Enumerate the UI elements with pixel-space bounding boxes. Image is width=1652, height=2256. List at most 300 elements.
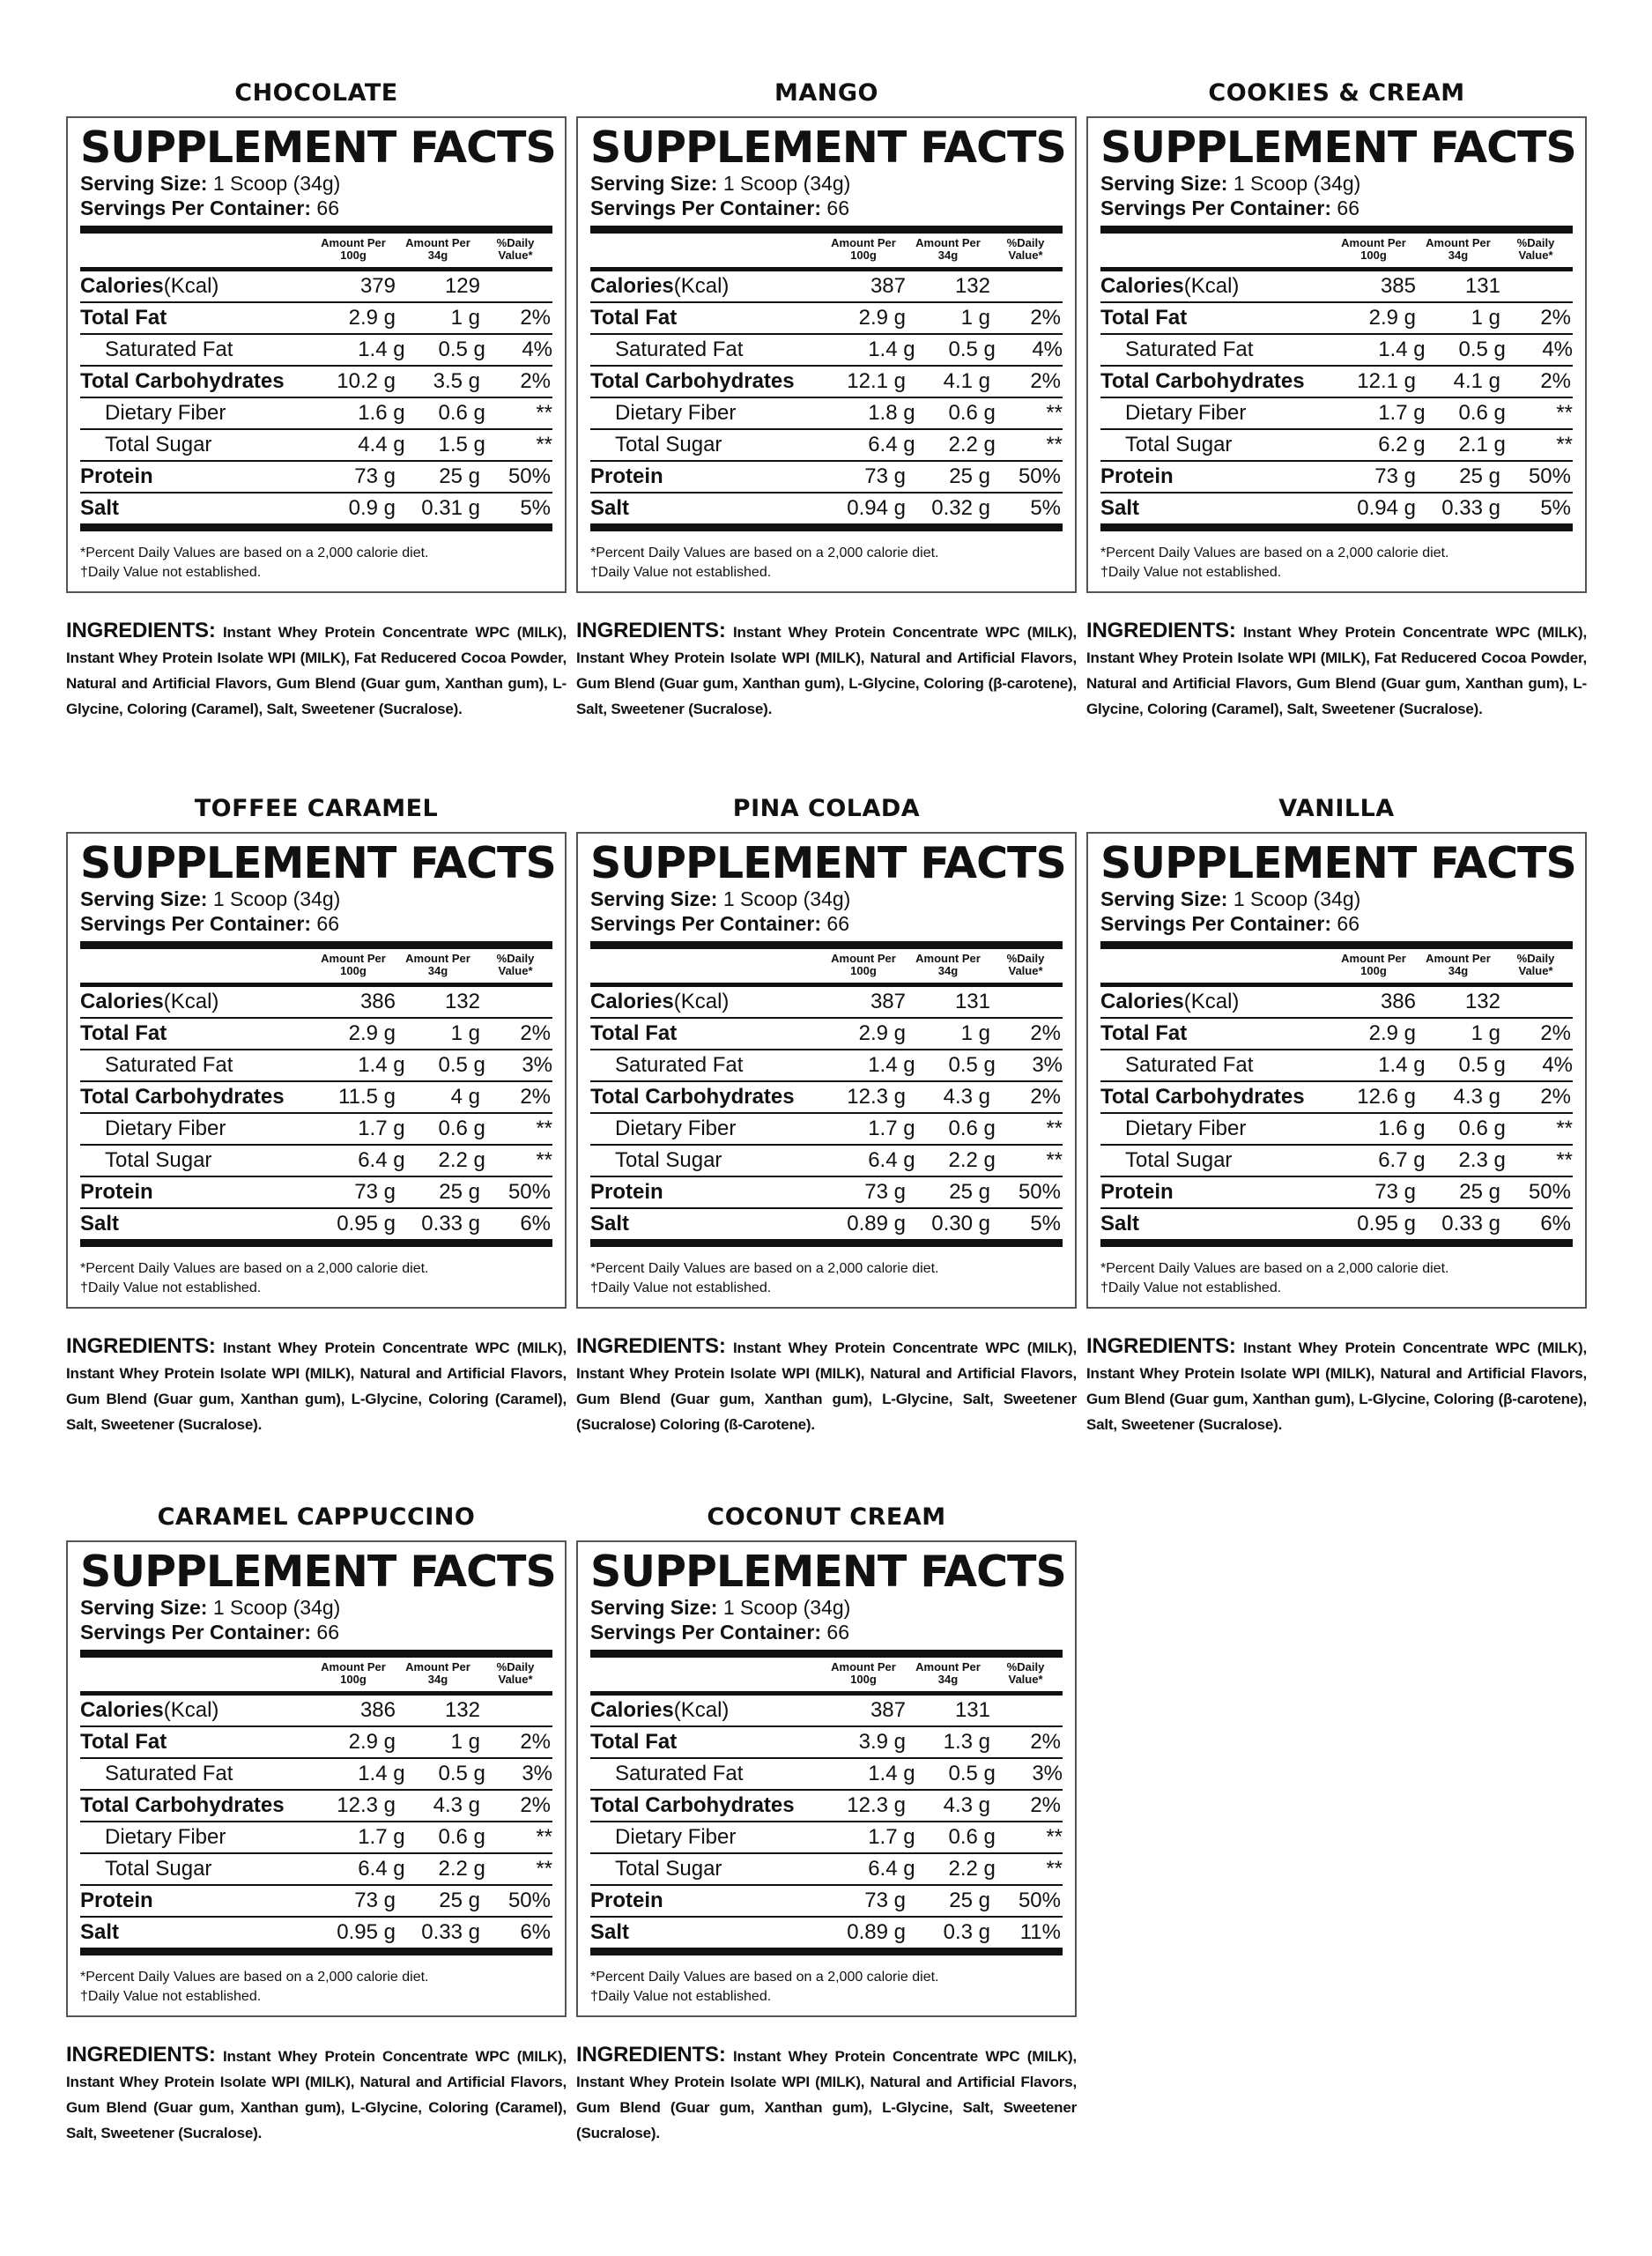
- table-header: [1100, 949, 1573, 987]
- row-protein: [590, 462, 1063, 494]
- value-100g: 0.94 g: [1357, 496, 1416, 520]
- nutrition-table: [80, 949, 552, 1247]
- value-dv: 2%: [1540, 306, 1571, 330]
- value-100g: 73 g: [864, 1180, 906, 1204]
- ingredients-label: INGREDIENTS:: [66, 1334, 216, 1358]
- nutrient-label: Protein: [590, 1889, 663, 1912]
- calories-label: Calories: [80, 274, 164, 298]
- value-dv: 2%: [1030, 306, 1061, 330]
- divider-thick: [590, 1650, 1063, 1658]
- value-dv: **: [1046, 1117, 1063, 1140]
- nutrient-label: [1100, 987, 1331, 1017]
- value-34g: 0.5 g: [438, 1762, 485, 1785]
- header-spacer: [80, 1661, 311, 1686]
- value-100g: 1.7 g: [868, 1825, 915, 1849]
- value-100g: 1.6 g: [358, 401, 405, 425]
- serving-size-label: Serving Size:: [1100, 887, 1228, 910]
- flavor-title: COOKIES & CREAM: [1208, 79, 1465, 107]
- servings-per-container: [1100, 911, 1573, 936]
- table-header: [80, 949, 552, 987]
- row-calories: [80, 987, 552, 1019]
- row-saturated-fat: [590, 335, 1063, 367]
- value-100g: 1.4 g: [868, 338, 915, 361]
- ingredients-text: [66, 618, 567, 722]
- value-dv: **: [1046, 1857, 1063, 1881]
- panel-title: SUPPLEMENT FACTS: [80, 838, 556, 888]
- value-dv: 2%: [1540, 369, 1571, 393]
- row-total-fat: [80, 303, 552, 335]
- value-dv: 3%: [1032, 1053, 1063, 1077]
- header-100g: Amount Per 100g: [321, 236, 386, 262]
- value-34g: 132: [444, 990, 480, 1013]
- value-100g: 0.94 g: [847, 496, 906, 520]
- value-dv: 50%: [507, 464, 551, 488]
- value-34g: 4.3 g: [943, 1793, 990, 1817]
- value-100g: 386: [359, 1698, 396, 1722]
- supplement-facts-panel: [66, 1540, 567, 2017]
- footnotes: [1100, 1259, 1573, 1298]
- value-dv: [480, 271, 551, 301]
- servings-label: Servings Per Container:: [80, 1621, 312, 1644]
- header-34g: Amount Per 34g: [915, 1660, 981, 1686]
- footnote-not-established: †Daily Value not established.: [590, 565, 772, 580]
- value-34g: 0.6 g: [438, 1825, 485, 1849]
- header-spacer: [590, 237, 821, 262]
- value-100g: 73 g: [354, 464, 396, 488]
- value-34g: 0.6 g: [948, 1825, 996, 1849]
- value-100g: 73 g: [864, 1889, 906, 1912]
- serving-size-value: 1 Scoop (34g): [207, 172, 341, 195]
- value-100g: 4.4 g: [358, 433, 405, 456]
- nutrition-table: [1100, 234, 1573, 531]
- value-34g: 0.5 g: [948, 1053, 996, 1077]
- value-34g: 2.2 g: [438, 1857, 485, 1881]
- value-34g: 2.2 g: [948, 1148, 996, 1172]
- calories-unit: (Kcal): [1183, 990, 1240, 1013]
- flavor-panel: [1086, 78, 1587, 722]
- row-saturated-fat: [590, 1050, 1063, 1082]
- value-dv: **: [1556, 433, 1574, 456]
- row-salt: [590, 1918, 1063, 1955]
- value-34g: 0.6 g: [438, 401, 485, 425]
- value-34g: 0.6 g: [1458, 1117, 1506, 1140]
- footnote-not-established: †Daily Value not established.: [590, 1989, 772, 2004]
- value-100g: 12.1 g: [847, 369, 906, 393]
- footnotes: [80, 1968, 552, 2007]
- ingredients-text: [576, 1333, 1077, 1437]
- flavor-panel: [1086, 793, 1587, 1437]
- nutrient-label: Salt: [80, 1920, 120, 1944]
- value-dv: 3%: [522, 1053, 553, 1077]
- value-dv: [480, 987, 551, 1017]
- ingredients-text: [576, 618, 1077, 722]
- row-salt: [80, 1209, 552, 1247]
- row-calories: [1100, 987, 1573, 1019]
- footnotes: [590, 1968, 1063, 2007]
- value-dv: 2%: [1030, 1730, 1061, 1754]
- ingredients-label: INGREDIENTS:: [66, 2043, 216, 2067]
- value-34g: 0.33 g: [421, 1212, 480, 1236]
- value-dv: [990, 271, 1061, 301]
- value-100g: 2.9 g: [348, 1730, 396, 1754]
- row-total-sugar: [1100, 1146, 1573, 1177]
- value-100g: 73 g: [864, 464, 906, 488]
- servings-value: 66: [821, 197, 850, 219]
- row-saturated-fat: [1100, 335, 1573, 367]
- supplement-facts-panel: [576, 832, 1077, 1309]
- supplement-facts-panel: [66, 832, 567, 1309]
- panel-title: SUPPLEMENT FACTS: [1100, 838, 1576, 888]
- value-100g: 1.8 g: [868, 401, 915, 425]
- header-spacer: [80, 237, 311, 262]
- supplement-facts-panel: [576, 116, 1077, 593]
- row-saturated-fat: [80, 335, 552, 367]
- footnotes: [80, 1259, 552, 1298]
- header-daily-value: %Daily Value*: [1006, 236, 1045, 262]
- footnote-daily-values: *Percent Daily Values are based on a 2,000 calorie diet.: [80, 1970, 429, 1985]
- value-100g: 12.6 g: [1357, 1085, 1416, 1109]
- nutrient-label: Saturated Fat: [105, 338, 233, 361]
- row-saturated-fat: [80, 1050, 552, 1082]
- row-total-sugar: [590, 1146, 1063, 1177]
- ingredients-text: [1086, 1333, 1587, 1437]
- value-100g: 1.4 g: [358, 1053, 405, 1077]
- value-100g: 10.2 g: [337, 369, 396, 393]
- value-100g: 73 g: [1374, 464, 1416, 488]
- header-100g: Amount Per 100g: [1341, 236, 1406, 262]
- header-34g: Amount Per 34g: [405, 1660, 470, 1686]
- row-total-sugar: [1100, 430, 1573, 462]
- row-total-carbohydrates: [1100, 367, 1573, 398]
- calories-label: Calories: [590, 274, 674, 298]
- nutrient-label: Salt: [590, 1212, 630, 1236]
- value-34g: 2.2 g: [948, 1857, 996, 1881]
- row-total-fat: [80, 1019, 552, 1050]
- row-total-fat: [1100, 1019, 1573, 1050]
- value-dv: 4%: [1542, 1053, 1574, 1077]
- value-34g: 0.3 g: [943, 1920, 990, 1944]
- nutrition-table: [1100, 949, 1573, 1247]
- calories-unit: (Kcal): [1183, 274, 1240, 298]
- panel-title: SUPPLEMENT FACTS: [590, 122, 1066, 173]
- nutrient-label: Protein: [1100, 464, 1174, 488]
- header-100g: Amount Per 100g: [321, 952, 386, 977]
- nutrient-label: Saturated Fat: [615, 338, 744, 361]
- nutrient-label: Protein: [80, 1889, 153, 1912]
- nutrient-label: Total Sugar: [615, 433, 722, 456]
- ingredients-label: INGREDIENTS:: [1086, 619, 1236, 642]
- value-34g: 0.33 g: [421, 1920, 480, 1944]
- serving-size: [80, 1595, 552, 1620]
- ingredients-label: INGREDIENTS:: [1086, 1334, 1236, 1358]
- value-dv: **: [536, 1825, 553, 1849]
- value-34g: 2.2 g: [948, 433, 996, 456]
- row-salt: [80, 1918, 552, 1955]
- value-dv: 5%: [520, 496, 551, 520]
- value-dv: **: [1556, 1117, 1574, 1140]
- value-34g: 1 g: [1471, 1021, 1500, 1045]
- nutrient-label: Saturated Fat: [1125, 338, 1254, 361]
- nutrient-label: Saturated Fat: [1125, 1053, 1254, 1077]
- footnotes: [80, 544, 552, 583]
- header-spacer: [80, 953, 311, 977]
- value-100g: 1.7 g: [358, 1117, 405, 1140]
- nutrient-label: [1100, 271, 1331, 301]
- value-100g: 0.89 g: [847, 1212, 906, 1236]
- ingredients-list: Instant Whey Protein Concentrate WPC (MILK), Instant Whey Protein Isolate WPI (MILK), Natural and Artificial Flavors, Gum Blend (Guar gum, Xanthan gum), L-Glycine, Coloring (Caramel), Salt, Sweetener (Sucralose).: [66, 1340, 567, 1433]
- nutrient-label: Dietary Fiber: [1125, 1117, 1247, 1140]
- value-dv: 50%: [1528, 1180, 1571, 1204]
- nutrient-label: Total Sugar: [615, 1857, 722, 1881]
- value-dv: [990, 987, 1061, 1017]
- row-total-sugar: [80, 1146, 552, 1177]
- header-34g: Amount Per 34g: [915, 952, 981, 977]
- header-daily-value: %Daily Value*: [1006, 1660, 1045, 1686]
- row-total-sugar: [590, 1854, 1063, 1886]
- value-34g: 25 g: [439, 1889, 480, 1912]
- row-calories: [590, 987, 1063, 1019]
- flavor-title: COCONUT CREAM: [707, 1503, 946, 1531]
- ingredients-text: [66, 2042, 567, 2146]
- nutrient-label: Total Fat: [1100, 306, 1188, 330]
- footnote-daily-values: *Percent Daily Values are based on a 2,000 calorie diet.: [1100, 545, 1449, 560]
- value-34g: 4.3 g: [943, 1085, 990, 1109]
- value-100g: 1.4 g: [1378, 1053, 1426, 1077]
- nutrient-label: Total Sugar: [105, 1148, 212, 1172]
- value-100g: 379: [359, 274, 396, 298]
- value-dv: 50%: [1018, 1180, 1061, 1204]
- value-100g: 2.9 g: [858, 1021, 906, 1045]
- panel-title: SUPPLEMENT FACTS: [1100, 122, 1576, 173]
- value-34g: 25 g: [949, 464, 990, 488]
- nutrient-label: Dietary Fiber: [105, 1825, 226, 1849]
- header-daily-value: %Daily Value*: [1516, 952, 1555, 977]
- value-100g: 0.95 g: [337, 1920, 396, 1944]
- serving-size-value: 1 Scoop (34g): [1227, 887, 1361, 910]
- nutrient-label: [80, 1696, 311, 1725]
- row-calories: [590, 1696, 1063, 1727]
- divider-thick: [80, 1650, 552, 1658]
- calories-unit: (Kcal): [163, 274, 219, 298]
- nutrient-label: Total Carbohydrates: [1100, 1085, 1305, 1109]
- value-dv: **: [1556, 1148, 1574, 1172]
- value-34g: 4.1 g: [1453, 369, 1500, 393]
- row-salt: [1100, 494, 1573, 531]
- value-100g: 73 g: [1374, 1180, 1416, 1204]
- value-dv: **: [536, 433, 553, 456]
- nutrient-label: Total Fat: [80, 306, 167, 330]
- supplement-facts-panel: [1086, 832, 1587, 1309]
- value-34g: 129: [444, 274, 480, 298]
- header-daily-value: %Daily Value*: [1006, 952, 1045, 977]
- divider-thick: [80, 941, 552, 949]
- ingredients-text: [1086, 618, 1587, 722]
- row-salt: [80, 494, 552, 531]
- value-34g: 131: [954, 990, 990, 1013]
- value-dv: 2%: [1030, 1021, 1061, 1045]
- value-dv: [1500, 987, 1571, 1017]
- value-34g: 0.5 g: [948, 1762, 996, 1785]
- ingredients-label: INGREDIENTS:: [66, 619, 216, 642]
- header-spacer: [590, 1661, 821, 1686]
- calories-label: Calories: [1100, 274, 1184, 298]
- nutrient-label: Total Carbohydrates: [590, 369, 795, 393]
- serving-size: [590, 1595, 1063, 1620]
- value-dv: 50%: [1018, 1889, 1061, 1912]
- header-100g: Amount Per 100g: [1341, 952, 1406, 977]
- table-header: [1100, 234, 1573, 271]
- footnote-not-established: †Daily Value not established.: [1100, 1280, 1282, 1295]
- row-dietary-fiber: [590, 1114, 1063, 1146]
- value-100g: 386: [1380, 990, 1416, 1013]
- value-100g: 2.9 g: [348, 306, 396, 330]
- ingredients-list: Instant Whey Protein Concentrate WPC (MILK), Instant Whey Protein Isolate WPI (MILK), Natural and Artificial Flavors, Gum Blend (Guar gum, Xanthan gum), L-Glycine, Salt, Sweetener (Sucralose) Coloring (ß-Carotene).: [576, 1340, 1077, 1433]
- servings-label: Servings Per Container:: [590, 912, 822, 935]
- nutrient-label: Dietary Fiber: [1125, 401, 1247, 425]
- servings-per-container: [80, 911, 552, 936]
- nutrient-label: Saturated Fat: [615, 1762, 744, 1785]
- flavor-panel: [576, 1502, 1077, 2146]
- value-34g: 0.30 g: [931, 1212, 990, 1236]
- servings-per-container: [1100, 196, 1573, 220]
- row-calories: [1100, 271, 1573, 303]
- value-100g: 73 g: [354, 1180, 396, 1204]
- panel-title: SUPPLEMENT FACTS: [590, 838, 1066, 888]
- value-34g: 0.6 g: [1458, 401, 1506, 425]
- nutrient-label: Dietary Fiber: [615, 1825, 737, 1849]
- footnote-daily-values: *Percent Daily Values are based on a 2,000 calorie diet.: [1100, 1261, 1449, 1276]
- nutrient-label: Salt: [590, 496, 630, 520]
- header-100g: Amount Per 100g: [831, 1660, 896, 1686]
- value-34g: 25 g: [439, 464, 480, 488]
- value-100g: 2.9 g: [348, 1021, 396, 1045]
- nutrient-label: Protein: [80, 464, 153, 488]
- table-header: [80, 234, 552, 271]
- serving-size-label: Serving Size:: [590, 887, 718, 910]
- value-dv: 11%: [1019, 1920, 1061, 1944]
- row-protein: [80, 1177, 552, 1209]
- value-dv: **: [1046, 1148, 1063, 1172]
- value-34g: 25 g: [949, 1889, 990, 1912]
- value-100g: 2.9 g: [1368, 1021, 1416, 1045]
- calories-unit: (Kcal): [163, 1698, 219, 1722]
- footnotes: [1100, 544, 1573, 583]
- value-100g: 2.9 g: [858, 306, 906, 330]
- nutrient-label: Total Carbohydrates: [590, 1793, 795, 1817]
- value-100g: 3.9 g: [858, 1730, 906, 1754]
- nutrient-label: Protein: [80, 1180, 153, 1204]
- row-calories: [590, 271, 1063, 303]
- value-dv: 2%: [1030, 369, 1061, 393]
- footnote-daily-values: *Percent Daily Values are based on a 2,000 calorie diet.: [590, 1970, 939, 1985]
- flavor-panel: [576, 78, 1077, 722]
- ingredients-text: [66, 1333, 567, 1437]
- divider-thick: [590, 941, 1063, 949]
- value-dv: 2%: [520, 1730, 551, 1754]
- servings-value: 66: [311, 197, 340, 219]
- value-34g: 25 g: [439, 1180, 480, 1204]
- flavor-panel: [66, 1502, 567, 2146]
- divider-thick: [590, 226, 1063, 234]
- value-100g: 0.89 g: [847, 1920, 906, 1944]
- value-34g: 0.5 g: [438, 338, 485, 361]
- value-100g: 6.4 g: [868, 1148, 915, 1172]
- row-total-fat: [80, 1727, 552, 1759]
- value-34g: 132: [1464, 990, 1500, 1013]
- value-dv: 50%: [1528, 464, 1571, 488]
- value-34g: 0.6 g: [948, 1117, 996, 1140]
- nutrient-label: Total Sugar: [105, 1857, 212, 1881]
- serving-size-value: 1 Scoop (34g): [1227, 172, 1361, 195]
- serving-size-value: 1 Scoop (34g): [207, 887, 341, 910]
- row-total-carbohydrates: [80, 1791, 552, 1822]
- value-dv: 50%: [507, 1180, 551, 1204]
- flavor-title: CARAMEL CAPPUCCINO: [157, 1503, 476, 1531]
- value-34g: 3.5 g: [433, 369, 480, 393]
- value-dv: 6%: [520, 1920, 551, 1944]
- nutrient-label: [590, 1696, 821, 1725]
- serving-size-value: 1 Scoop (34g): [717, 172, 851, 195]
- value-100g: 387: [870, 1698, 906, 1722]
- value-100g: 1.4 g: [358, 338, 405, 361]
- row-dietary-fiber: [80, 398, 552, 430]
- nutrient-label: Dietary Fiber: [105, 401, 226, 425]
- header-spacer: [1100, 237, 1331, 262]
- value-dv: 6%: [1540, 1212, 1571, 1236]
- value-34g: 1 g: [960, 306, 990, 330]
- row-dietary-fiber: [1100, 398, 1573, 430]
- nutrient-label: Total Fat: [80, 1021, 167, 1045]
- nutrient-label: Dietary Fiber: [105, 1117, 226, 1140]
- calories-unit: (Kcal): [673, 1698, 730, 1722]
- serving-size-label: Serving Size:: [80, 887, 208, 910]
- footnote-not-established: †Daily Value not established.: [590, 1280, 772, 1295]
- value-34g: 2.3 g: [1458, 1148, 1506, 1172]
- row-salt: [590, 494, 1063, 531]
- value-34g: 1 g: [450, 1730, 480, 1754]
- value-100g: 387: [870, 274, 906, 298]
- footnote-not-established: †Daily Value not established.: [80, 1280, 262, 1295]
- row-total-fat: [590, 1019, 1063, 1050]
- row-dietary-fiber: [80, 1114, 552, 1146]
- value-100g: 2.9 g: [1368, 306, 1416, 330]
- value-100g: 12.3 g: [847, 1085, 906, 1109]
- value-dv: [990, 1696, 1061, 1725]
- footnote-not-established: †Daily Value not established.: [1100, 565, 1282, 580]
- row-protein: [1100, 1177, 1573, 1209]
- ingredients-text: [576, 2042, 1077, 2146]
- value-dv: 5%: [1030, 496, 1061, 520]
- value-100g: 1.7 g: [1378, 401, 1426, 425]
- nutrition-table: [590, 949, 1063, 1247]
- row-salt: [590, 1209, 1063, 1247]
- value-34g: 4.3 g: [433, 1793, 480, 1817]
- value-dv: [480, 1696, 551, 1725]
- ingredients-list: Instant Whey Protein Concentrate WPC (MILK), Instant Whey Protein Isolate WPI (MILK), Natural and Artificial Flavors, Gum Blend (Guar gum, Xanthan gum), L-Glycine, Coloring (β-carotene), Salt, Sweetener (Sucralose).: [1086, 1340, 1587, 1433]
- value-dv: **: [536, 1857, 553, 1881]
- row-total-carbohydrates: [1100, 1082, 1573, 1114]
- value-100g: 0.95 g: [337, 1212, 396, 1236]
- value-34g: 4 g: [450, 1085, 480, 1109]
- value-100g: 12.1 g: [1357, 369, 1416, 393]
- value-34g: 0.33 g: [1441, 496, 1500, 520]
- value-34g: 131: [954, 1698, 990, 1722]
- row-salt: [1100, 1209, 1573, 1247]
- servings-label: Servings Per Container:: [80, 197, 312, 219]
- value-100g: 11.5 g: [338, 1085, 396, 1109]
- nutrient-label: Total Fat: [1100, 1021, 1188, 1045]
- header-spacer: [590, 953, 821, 977]
